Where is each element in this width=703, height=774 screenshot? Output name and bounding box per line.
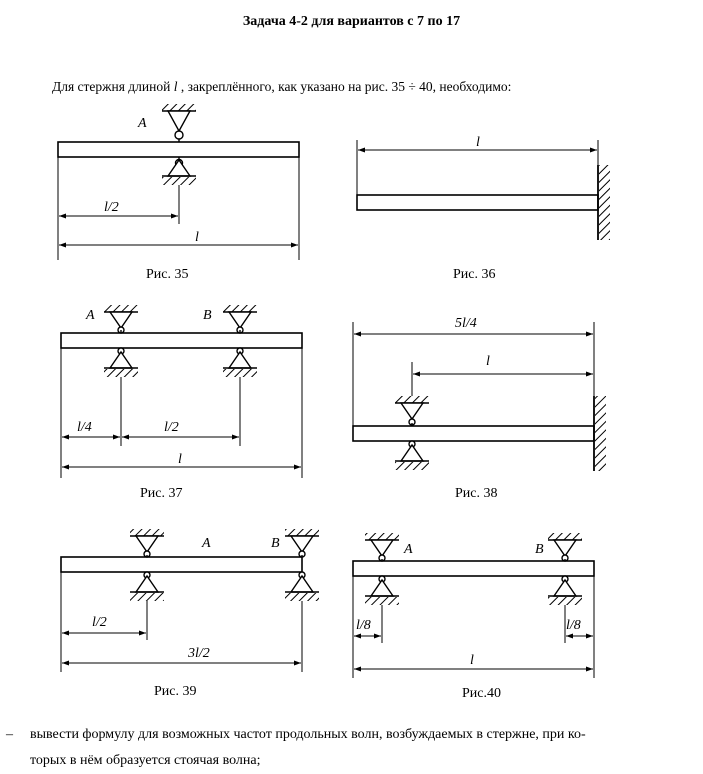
fig35-dim-full: l bbox=[195, 230, 199, 245]
figure-40 bbox=[353, 533, 594, 701]
fig37-dim-half: l/2 bbox=[164, 420, 179, 435]
fig36-rod bbox=[357, 195, 598, 210]
fig39-caption: Рис. 39 bbox=[154, 684, 197, 699]
fig37-label-a: A bbox=[86, 308, 95, 323]
figure-37 bbox=[61, 305, 302, 501]
intro-variable: l bbox=[173, 79, 178, 94]
fig37-rod bbox=[61, 333, 302, 348]
fig35-dim-half: l/2 bbox=[104, 200, 119, 215]
fig36-caption: Рис. 36 bbox=[453, 267, 496, 282]
fig37-caption: Рис. 37 bbox=[140, 486, 183, 501]
fig35-caption: Рис. 35 bbox=[146, 267, 189, 282]
fig40-dim-left: l/8 bbox=[356, 618, 371, 633]
fig40-bottom-support-b bbox=[548, 576, 582, 605]
fig39-label-b: B bbox=[271, 536, 280, 551]
fig37-bottom-support-b bbox=[223, 348, 257, 377]
figure-35 bbox=[58, 104, 299, 282]
fig35-label-a: A bbox=[138, 116, 147, 131]
fig39-dim-full: 3l/2 bbox=[188, 646, 210, 661]
fig40-rod bbox=[353, 561, 594, 576]
fig40-bottom-support-a bbox=[365, 576, 399, 605]
fig38-dim-l: l bbox=[486, 354, 490, 369]
fig36-dim-full: l bbox=[476, 135, 480, 150]
fig35-top-support bbox=[162, 104, 196, 142]
figure-39 bbox=[61, 529, 319, 699]
fig38-bottom-support bbox=[395, 441, 429, 470]
fig39-bottom-support-a bbox=[130, 572, 164, 601]
bullet-line-1: вывести формулу для возможных частот продольных волн, возбуждаемых в стержне, при ко- bbox=[30, 727, 586, 742]
fig39-top-support-a bbox=[130, 529, 164, 557]
fig38-top-support bbox=[395, 396, 429, 426]
fig40-top-support-b bbox=[548, 533, 582, 561]
fig37-dim-full: l bbox=[178, 452, 182, 467]
fig37-label-b: B bbox=[203, 308, 212, 323]
figure-38 bbox=[353, 316, 606, 501]
fig39-bottom-support-b bbox=[285, 572, 319, 601]
fig40-dim-right: l/8 bbox=[566, 618, 581, 633]
intro-before: Для стержня длиной bbox=[52, 79, 174, 94]
fig35-bottom-support bbox=[162, 157, 196, 185]
bullet-line-2: торых в нём образуется стоячая волна; bbox=[30, 753, 261, 768]
fig38-dim-total: 5l/4 bbox=[455, 316, 477, 331]
fig39-dim-half: l/2 bbox=[92, 615, 107, 630]
fig38-rod bbox=[353, 426, 594, 441]
fig35-rod bbox=[58, 142, 299, 157]
intro-after: , закреплённого, как указано на рис. 35 ÷ 40, необходимо: bbox=[177, 79, 512, 94]
fig38-caption: Рис. 38 bbox=[455, 486, 498, 501]
fig37-dim-quarter: l/4 bbox=[77, 420, 92, 435]
fig39-label-a: A bbox=[202, 536, 211, 551]
fig37-top-support-b bbox=[223, 305, 257, 333]
fig40-label-a: A bbox=[404, 542, 413, 557]
fig37-bottom-support-a bbox=[104, 348, 138, 377]
bullet-dash: – bbox=[6, 727, 13, 742]
fig37-top-support-a bbox=[104, 305, 138, 333]
task-title: Задача 4-2 для вариантов с 7 по 17 bbox=[242, 14, 461, 29]
fig39-rod bbox=[61, 557, 302, 572]
figure-36 bbox=[357, 135, 610, 282]
fig40-caption: Рис.40 bbox=[462, 686, 501, 701]
fig40-dim-full: l bbox=[470, 653, 474, 668]
fig40-label-b: B bbox=[535, 542, 544, 557]
fig40-top-support-a bbox=[365, 533, 399, 561]
fig39-top-support-b bbox=[285, 529, 319, 557]
